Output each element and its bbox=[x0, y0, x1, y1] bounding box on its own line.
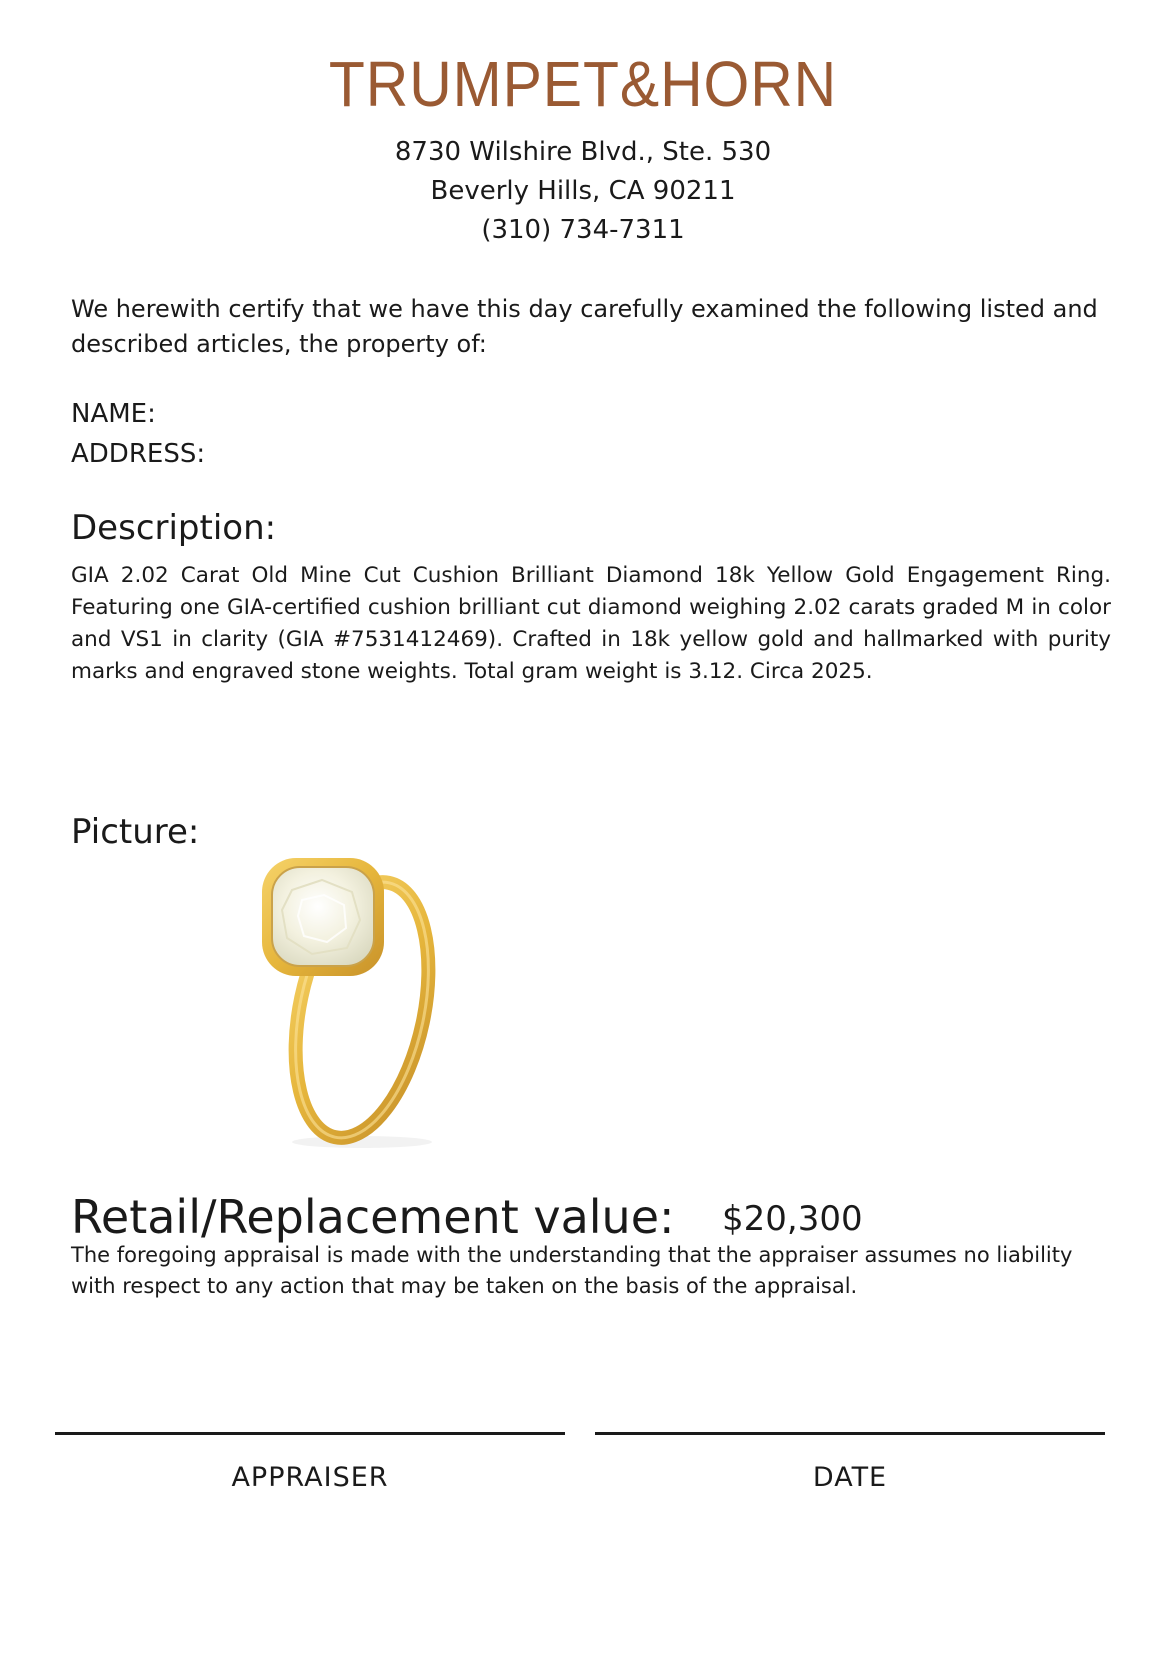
ring-photo bbox=[252, 850, 472, 1150]
value-amount: $20,300 bbox=[722, 1199, 863, 1239]
appraiser-label: APPRAISER bbox=[231, 1462, 389, 1493]
company-address bbox=[0, 133, 1166, 250]
picture-heading: Picture: bbox=[71, 812, 200, 852]
description-heading: Description: bbox=[71, 508, 277, 548]
address-line-1: 8730 Wilshire Blvd., Ste. 530 bbox=[394, 137, 772, 167]
appraisal-disclaimer: The foregoing appraisal is made with the understanding that the appraiser assumes no liability with respect to any action that may be taken on the basis of the appraisal. bbox=[71, 1243, 1073, 1298]
date-signature-line[interactable] bbox=[595, 1432, 1105, 1435]
value-heading: Retail/Replacement value: bbox=[71, 1190, 675, 1244]
appraiser-signature-line[interactable] bbox=[55, 1432, 565, 1435]
ring-illustration bbox=[252, 850, 472, 1150]
name-label: NAME: bbox=[71, 399, 156, 429]
description-text: GIA 2.02 Carat Old Mine Cut Cushion Brilliant Diamond 18k Yellow Gold Engagement Ring. Featuring one GIA-certified cushion brilliant cut diamond weighing 2.02 carats graded M in color and VS1 in clarity (GIA #7531412469). Crafted in 18k yellow gold and hallmarked with purity marks and engraved stone weights. Total gram weight is 3.12. Circa 2025. bbox=[71, 563, 1111, 684]
address-phone: (310) 734-7311 bbox=[481, 215, 685, 245]
address-label: ADDRESS: bbox=[71, 439, 206, 469]
certification-intro: We herewith certify that we have this day carefully examined the following listed and described articles, the property of: bbox=[71, 295, 1098, 358]
address-line-2: Beverly Hills, CA 90211 bbox=[430, 176, 736, 206]
date-label: DATE bbox=[812, 1462, 888, 1493]
brand-logo: TRUMPET&HORN bbox=[328, 48, 838, 120]
